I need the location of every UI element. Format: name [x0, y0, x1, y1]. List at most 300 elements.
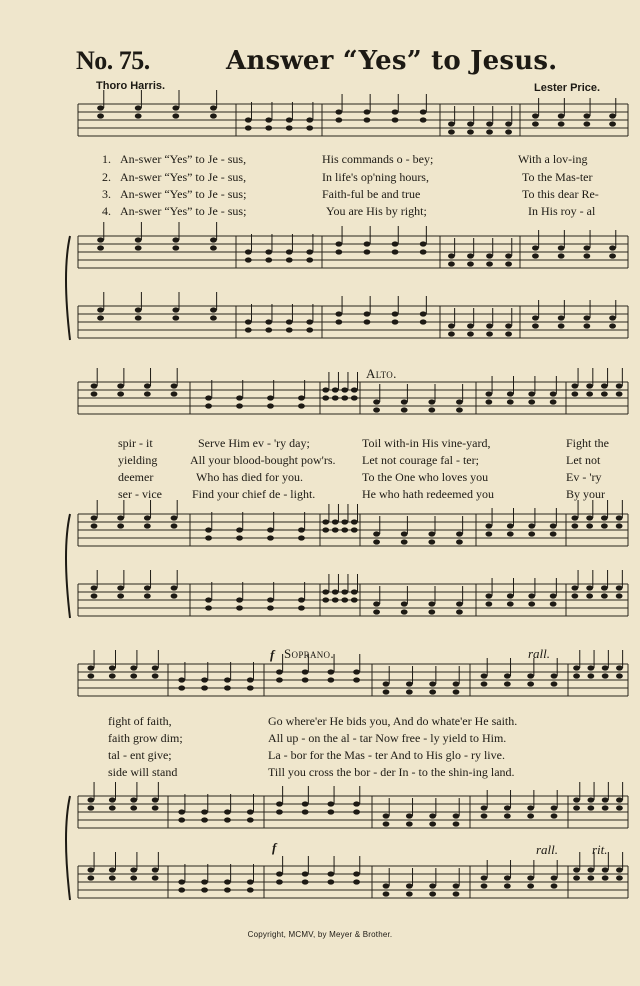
staff-s2-vocal-note — [586, 391, 593, 396]
lyric-s2-v1-c: Toil with-in His vine-yard, — [362, 436, 491, 450]
staff-s2-vocal-note — [601, 383, 608, 388]
staff-s3-treble-note — [276, 809, 283, 814]
staff-s1-vocal-note — [505, 129, 512, 134]
staff-s2-treble-note — [456, 539, 463, 544]
staff-s3-bass-note — [406, 883, 413, 888]
staff-s3-bass-note — [130, 867, 137, 872]
staff-s1-vocal-note — [467, 129, 474, 134]
staff-s2-bass-note — [428, 601, 435, 606]
staff-s1-treble-note — [583, 245, 590, 250]
staff-s1-vocal-note — [532, 121, 539, 126]
staff-s2-vocal-note — [351, 387, 358, 392]
staff-s3-treble-note — [616, 805, 623, 810]
staff-s2-treble-note — [571, 523, 578, 528]
lyric-s2-v3-b: Who has died for you. — [196, 470, 303, 484]
brace-s1 — [66, 236, 70, 340]
staff-s2-treble-note — [401, 539, 408, 544]
staff-s3-treble-note — [406, 813, 413, 818]
lyric-s1-v4-a: An-swer “Yes” to Je - sus; — [120, 204, 247, 218]
staff-s2-treble-note — [428, 531, 435, 536]
staff-s2-vocal-note — [341, 395, 348, 400]
staff-s3-bass-note — [276, 879, 283, 884]
staff-s3-treble-note — [130, 805, 137, 810]
staff-s2-bass-note — [485, 593, 492, 598]
staff-s1-treble-note — [286, 249, 293, 254]
staff-s3-vocal-note — [573, 673, 580, 678]
staff-s1-bass-note — [364, 319, 371, 324]
staff-s1-bass-note — [467, 323, 474, 328]
staff-s3-treble-note — [201, 817, 208, 822]
staff-s2-treble-note — [322, 527, 329, 532]
rit-marking: rit. — [592, 842, 608, 857]
staff-s2-bass-note — [298, 605, 305, 610]
staff-s3-vocal-note — [201, 677, 208, 682]
staff-s2-bass-note — [351, 597, 358, 602]
staff-s2-bass-note — [616, 593, 623, 598]
staff-s2-bass-note — [236, 597, 243, 602]
staff-s1-vocal-note — [245, 125, 252, 130]
staff-s1-treble-note — [392, 249, 399, 254]
lyric-s3-v2-a: faith grow dim; — [108, 731, 183, 745]
staff-s2-treble-note — [298, 535, 305, 540]
staff-s3-bass-note — [453, 891, 460, 896]
staff-s3-bass-note — [429, 883, 436, 888]
staff-s1-vocal-note — [335, 109, 342, 114]
staff-s2-treble-note — [144, 523, 151, 528]
staff-s1-treble-note — [97, 245, 104, 250]
staff-s3-bass-note — [247, 887, 254, 892]
staff-s2-bass-note — [528, 601, 535, 606]
staff-s3-treble-note — [302, 801, 309, 806]
staff-s1-bass-note — [583, 315, 590, 320]
staff-s1-vocal-note — [392, 117, 399, 122]
staff-s2-vocal-note — [322, 395, 329, 400]
staff-s2-vocal-note — [428, 407, 435, 412]
staff-s3-vocal-note — [406, 681, 413, 686]
staff-s1-treble-note — [420, 241, 427, 246]
staff-s2-treble-note — [341, 519, 348, 524]
staff-s2-vocal-note — [601, 391, 608, 396]
staff-s1-bass-note — [286, 319, 293, 324]
lyric-s1-v4-c: In His roy - al — [528, 204, 596, 218]
staff-s3-treble-note — [201, 809, 208, 814]
dynamic-forte-soprano: f — [270, 647, 275, 662]
staff-s3-vocal-note — [406, 689, 413, 694]
staff-s2-treble-note — [236, 527, 243, 532]
staff-s3-vocal-note — [527, 673, 534, 678]
lyric-s3-v1-b: Go where'er He bids you, And do whate'er He saith. — [268, 714, 518, 728]
staff-s3-treble-note — [247, 817, 254, 822]
staff-s1-bass-note — [172, 315, 179, 320]
staff-s3-bass-note — [152, 867, 159, 872]
staff-s2-bass-note — [507, 601, 514, 606]
staff-s2-bass-note — [616, 585, 623, 590]
staff-s3-vocal-note — [87, 673, 94, 678]
staff-s2-treble-note — [550, 523, 557, 528]
staff-s3-bass-note — [201, 879, 208, 884]
staff-s1-vocal-note — [558, 113, 565, 118]
staff-s3-treble-note — [453, 813, 460, 818]
staff-s3-treble-note — [109, 797, 116, 802]
staff-s3-bass-note — [602, 875, 609, 880]
staff-s3-treble-note — [481, 805, 488, 810]
staff-s3-vocal-note — [327, 677, 334, 682]
staff-s3-treble-note — [573, 805, 580, 810]
staff-s1-bass-note — [210, 307, 217, 312]
staff-s3-vocal-note — [247, 677, 254, 682]
lyric-s2-v3-a: deemer — [118, 470, 154, 484]
staff-s1-treble-note — [467, 253, 474, 258]
staff-s1-bass-note — [583, 323, 590, 328]
staff-s1-vocal-note — [245, 117, 252, 122]
staff-s3-treble-note — [453, 821, 460, 826]
staff-s2-treble-note — [586, 523, 593, 528]
staff-s3-bass-note — [276, 871, 283, 876]
staff-s1-vocal-note — [486, 129, 493, 134]
staff-s1-treble-note — [486, 261, 493, 266]
staff-s1-vocal-note — [97, 113, 104, 118]
staff-s1-vocal-note — [609, 113, 616, 118]
staff-s1-bass-note — [420, 319, 427, 324]
staff-s2-treble-note — [528, 531, 535, 536]
staff-s2-vocal-note — [267, 395, 274, 400]
staff-s2-bass-note — [91, 593, 98, 598]
staff-s1-bass-note — [448, 331, 455, 336]
staff-s1-bass-note — [306, 319, 313, 324]
staff-s1-bass-note — [392, 319, 399, 324]
staff-s2-treble-note — [601, 523, 608, 528]
rall-marking-bottom: rall. — [536, 842, 559, 857]
staff-s3-bass-note — [573, 867, 580, 872]
staff-s2-vocal-note — [236, 403, 243, 408]
staff-s2-treble-note — [428, 539, 435, 544]
staff-s1-treble-note — [245, 257, 252, 262]
staff-s1-vocal-note — [286, 117, 293, 122]
staff-s3-vocal-note — [201, 685, 208, 690]
lyric-s3-v4-b: Till you cross the bor - der In - to the shin-ing land. — [268, 765, 515, 779]
staff-s2-vocal-note — [571, 391, 578, 396]
staff-s1-bass-note — [97, 315, 104, 320]
staff-s2-bass-note — [550, 593, 557, 598]
staff-s1-treble-note — [609, 253, 616, 258]
staff-s1-treble-note — [135, 237, 142, 242]
staff-s3-treble-note — [504, 813, 511, 818]
staff-s3-bass-note — [481, 883, 488, 888]
staff-s2-treble-note — [586, 515, 593, 520]
staff-s1-bass-note — [286, 327, 293, 332]
rall-marking-top: rall. — [528, 646, 551, 661]
staff-s1-vocal-note — [532, 113, 539, 118]
staff-s1-bass-note — [97, 307, 104, 312]
staff-s2-vocal-note — [298, 403, 305, 408]
staff-s2-treble-note — [332, 527, 339, 532]
staff-s1-bass-note — [265, 319, 272, 324]
hymn-title: Answer “Yes” to Jesus. — [226, 46, 558, 76]
staff-s3-bass-note — [527, 883, 534, 888]
staff-s2-treble-note — [351, 527, 358, 532]
staff-s1-treble-note — [335, 249, 342, 254]
staff-s2-vocal-note — [144, 391, 151, 396]
staff-s1-bass-note — [335, 319, 342, 324]
staff-s3-bass-note — [573, 875, 580, 880]
staff-s3-bass-note — [130, 875, 137, 880]
staff-s1-treble-note — [306, 249, 313, 254]
staff-s3-bass-note — [201, 887, 208, 892]
staff-s1-vocal-note — [486, 121, 493, 126]
staff-s2-bass-note — [117, 585, 124, 590]
staff-s3-treble-note — [602, 797, 609, 802]
staff-s3-vocal-note — [178, 677, 185, 682]
staff-s3-treble-note — [527, 813, 534, 818]
staff-s1-treble-note — [364, 249, 371, 254]
staff-s2-bass-note — [571, 585, 578, 590]
staff-s3-treble-note — [302, 809, 309, 814]
staff-s1-vocal-note — [210, 113, 217, 118]
staff-s2-bass-note — [601, 593, 608, 598]
staff-s1-bass-note — [420, 311, 427, 316]
staff-s1-bass-note — [392, 311, 399, 316]
staff-s3-bass-note — [109, 867, 116, 872]
staff-s2-vocal-note — [117, 391, 124, 396]
staff-s1-treble-note — [335, 241, 342, 246]
verse-number: 3. — [102, 187, 111, 201]
lyric-s2-v4-c: He who hath redeemed you — [362, 487, 494, 501]
staff-s3-treble-note — [247, 809, 254, 814]
staff-s2-bass-note — [267, 605, 274, 610]
staff-s2-vocal-note — [236, 395, 243, 400]
staff-s2-treble-note — [205, 535, 212, 540]
verse-number: 2. — [102, 170, 111, 184]
staff-s3-vocal-note — [109, 673, 116, 678]
staff-s1-vocal-note — [265, 117, 272, 122]
staff-s2-vocal-note — [341, 387, 348, 392]
staff-s1-vocal-note — [583, 113, 590, 118]
lyric-s1-v4-b: You are His by right; — [326, 204, 427, 218]
staff-s1-vocal-note — [210, 105, 217, 110]
staff-s3-vocal-note — [302, 677, 309, 682]
staff-s1-bass-note — [135, 315, 142, 320]
staff-s1-treble-note — [532, 253, 539, 258]
staff-s3-vocal-note — [152, 673, 159, 678]
staff-s2-vocal-note — [332, 387, 339, 392]
staff-s1-treble-note — [245, 249, 252, 254]
staff-s2-treble-note — [373, 539, 380, 544]
staff-s3-vocal-note — [504, 673, 511, 678]
lyric-s1-v2-b: In life's op'ning hours, — [322, 170, 429, 184]
staff-s3-bass-note — [551, 883, 558, 888]
staff-s3-vocal-note — [224, 677, 231, 682]
staff-s1-bass-note — [245, 327, 252, 332]
staff-s3-vocal-note — [109, 665, 116, 670]
staff-s1-bass-note — [558, 315, 565, 320]
lyric-s2-v4-b: Find your chief de - light. — [192, 487, 316, 501]
staff-s2-treble-note — [298, 527, 305, 532]
staff-s2-vocal-note — [616, 391, 623, 396]
staff-s2-bass-note — [401, 601, 408, 606]
staff-s3-treble-note — [353, 809, 360, 814]
staff-s2-vocal-note — [428, 399, 435, 404]
staff-s2-treble-note — [341, 527, 348, 532]
staff-s3-vocal-note — [224, 685, 231, 690]
lyric-s2-v2-d: Let not — [566, 453, 601, 467]
staff-s2-treble-note — [236, 535, 243, 540]
staff-s3-treble-note — [527, 805, 534, 810]
staff-s1-vocal-note — [172, 113, 179, 118]
staff-s1-bass-note — [245, 319, 252, 324]
lyric-s1-v1-c: With a lov-ing — [518, 152, 588, 166]
staff-s2-bass-note — [205, 605, 212, 610]
staff-s3-bass-note — [87, 875, 94, 880]
staff-s2-treble-note — [601, 515, 608, 520]
staff-s3-bass-note — [602, 867, 609, 872]
lyric-s2-v1-d: Fight the — [566, 436, 610, 450]
staff-s2-bass-note — [171, 585, 178, 590]
staff-s2-vocal-note — [485, 399, 492, 404]
lyric-s1-v1-a: An-swer “Yes” to Je - sus, — [120, 152, 247, 166]
staff-s2-treble-note — [91, 515, 98, 520]
staff-s3-bass-note — [406, 891, 413, 896]
staff-s1-vocal-note — [448, 129, 455, 134]
staff-s2-bass-note — [332, 589, 339, 594]
staff-s2-bass-note — [144, 593, 151, 598]
staff-s3-treble-note — [383, 813, 390, 818]
staff-s1-bass-note — [505, 323, 512, 328]
staff-s3-vocal-note — [247, 685, 254, 690]
staff-s3-vocal-note — [551, 673, 558, 678]
staff-s2-treble-note — [351, 519, 358, 524]
staff-s3-treble-note — [551, 813, 558, 818]
staff-s3-vocal-note — [481, 681, 488, 686]
staff-s2-bass-note — [322, 589, 329, 594]
staff-s2-treble-note — [616, 523, 623, 528]
staff-s2-treble-note — [616, 515, 623, 520]
lyric-s2-v4-d: By your — [566, 487, 605, 501]
staff-s3-vocal-note — [616, 665, 623, 670]
staff-s1-treble-note — [583, 253, 590, 258]
staff-s2-treble-note — [267, 535, 274, 540]
staff-s3-vocal-note — [276, 669, 283, 674]
staff-s2-vocal-note — [91, 391, 98, 396]
staff-s2-treble-note — [117, 515, 124, 520]
staff-s3-bass-note — [302, 879, 309, 884]
staff-s3-vocal-note — [527, 681, 534, 686]
lyric-s2-v2-b: All your blood-bought pow'rs. — [190, 453, 336, 467]
staff-s2-bass-note — [298, 597, 305, 602]
staff-s2-vocal-note — [485, 391, 492, 396]
verse-number: 1. — [102, 152, 111, 166]
staff-s1-bass-note — [364, 311, 371, 316]
staff-s3-vocal-note — [602, 665, 609, 670]
staff-s1-treble-note — [558, 253, 565, 258]
staff-s1-treble-note — [505, 253, 512, 258]
staff-s3-treble-note — [130, 797, 137, 802]
staff-s1-treble-note — [172, 245, 179, 250]
staff-s3-bass-note — [353, 879, 360, 884]
staff-s1-treble-note — [97, 237, 104, 242]
staff-s3-vocal-note — [481, 673, 488, 678]
staff-s3-bass-note — [224, 879, 231, 884]
staff-s3-treble-note — [587, 805, 594, 810]
staff-s2-treble-note — [507, 523, 514, 528]
staff-s1-treble-note — [306, 257, 313, 262]
lyric-s3-v2-b: All up - on the al - tar Now free - ly yield to Him. — [268, 731, 507, 745]
staff-s2-bass-note — [456, 609, 463, 614]
staff-s1-vocal-note — [505, 121, 512, 126]
staff-s1-vocal-note — [448, 121, 455, 126]
staff-s3-treble-note — [276, 801, 283, 806]
staff-s1-vocal-note — [420, 117, 427, 122]
staff-s3-vocal-note — [152, 665, 159, 670]
staff-s2-vocal-note — [586, 383, 593, 388]
staff-s2-vocal-note — [91, 383, 98, 388]
staff-s2-vocal-note — [571, 383, 578, 388]
lyric-s2-v1-a: spir - it — [118, 436, 153, 450]
staff-s2-vocal-note — [117, 383, 124, 388]
staff-s3-vocal-note — [573, 665, 580, 670]
staff-s3-treble-note — [429, 821, 436, 826]
lyric-s1-v3-a: An-swer “Yes” to Je - sus; — [120, 187, 247, 201]
staff-s3-vocal-note — [276, 677, 283, 682]
lyric-s3-v4-a: side will stand — [108, 765, 178, 779]
staff-s1-treble-note — [210, 245, 217, 250]
staff-s1-treble-note — [265, 257, 272, 262]
staff-s3-treble-note — [602, 805, 609, 810]
staff-s2-bass-note — [428, 609, 435, 614]
lyric-s1-v1-b: His commands o - bey; — [322, 152, 434, 166]
staff-s2-bass-note — [456, 601, 463, 606]
staff-s2-treble-note — [373, 531, 380, 536]
staff-s2-vocal-note — [351, 395, 358, 400]
music-credit: Lester Price. — [534, 82, 601, 94]
staff-s1-vocal-note — [335, 117, 342, 122]
staff-s2-vocal-note — [298, 395, 305, 400]
staff-s2-bass-note — [485, 601, 492, 606]
staff-s2-vocal-note — [171, 383, 178, 388]
staff-s2-vocal-note — [205, 403, 212, 408]
staff-s2-treble-note — [267, 527, 274, 532]
staff-s2-bass-note — [341, 597, 348, 602]
staff-s2-bass-note — [171, 593, 178, 598]
staff-s3-vocal-note — [302, 669, 309, 674]
staff-s1-bass-note — [448, 323, 455, 328]
staff-s2-vocal-note — [171, 391, 178, 396]
staff-s3-vocal-note — [429, 689, 436, 694]
staff-s3-bass-note — [587, 867, 594, 872]
staff-s1-vocal-note — [265, 125, 272, 130]
staff-s1-treble-note — [467, 261, 474, 266]
staff-s3-bass-note — [327, 879, 334, 884]
staff-s2-treble-note — [144, 515, 151, 520]
staff-s3-treble-note — [383, 821, 390, 826]
staff-s2-bass-note — [267, 597, 274, 602]
staff-s2-vocal-note — [401, 399, 408, 404]
staff-s3-bass-note — [587, 875, 594, 880]
staff-s2-bass-note — [351, 589, 358, 594]
staff-s2-vocal-note — [550, 399, 557, 404]
staff-s1-vocal-note — [583, 121, 590, 126]
staff-s3-bass-note — [504, 875, 511, 880]
staff-s2-vocal-note — [528, 391, 535, 396]
soprano-label: Soprano. — [284, 646, 334, 661]
staff-s1-vocal-note — [364, 117, 371, 122]
staff-s2-bass-note — [373, 601, 380, 606]
staff-s3-vocal-note — [504, 681, 511, 686]
staff-s2-treble-note — [322, 519, 329, 524]
staff-s1-bass-note — [532, 315, 539, 320]
staff-s3-treble-note — [87, 797, 94, 802]
staff-s1-treble-note — [364, 241, 371, 246]
staff-s2-vocal-note — [373, 399, 380, 404]
